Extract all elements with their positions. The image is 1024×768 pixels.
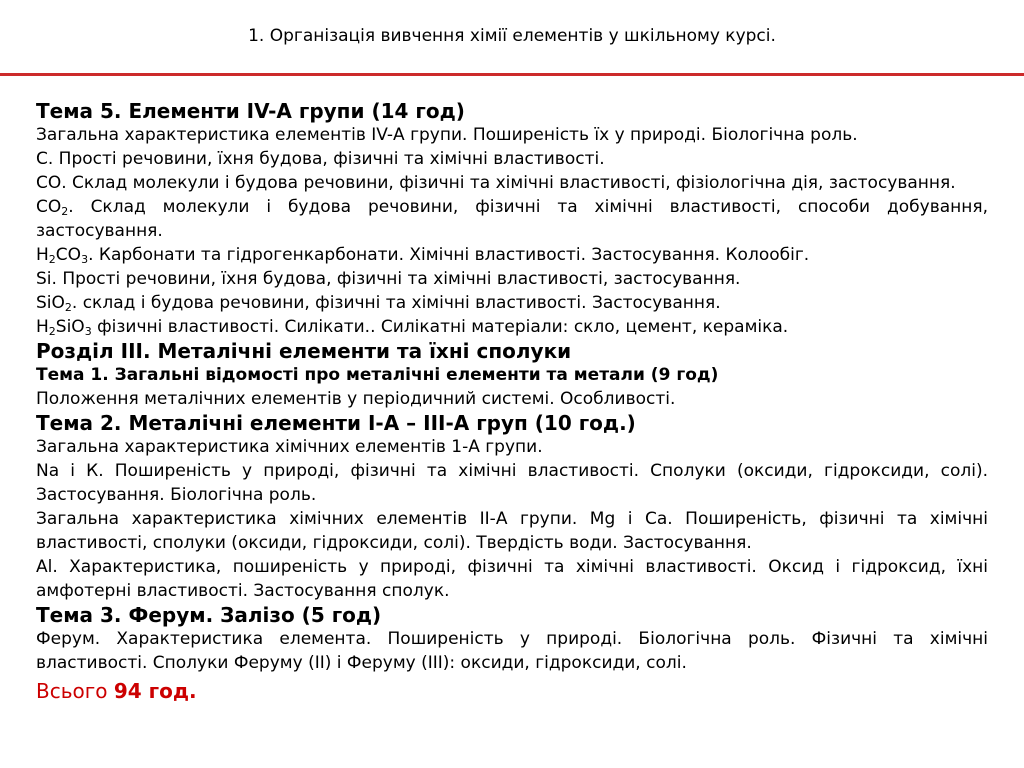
topic2-na-k: Na і К. Поширеність у природі, фізичні та хімічні властивості. Сполуки (оксиди, гідроксиди, солі). Застосування. Біологічна роль. bbox=[36, 461, 988, 505]
topic5-co: СО. Склад молекули і будова речовини, фізичні та хімічні властивості, фізіологічна дія, застосування. bbox=[36, 173, 956, 193]
topic5-h2co3 bbox=[36, 243, 988, 267]
topic5-sio2 bbox=[36, 291, 988, 315]
title-divider bbox=[0, 73, 1024, 76]
co2-subscript: 2 bbox=[61, 205, 69, 218]
h2sio3-text: фізичні властивості. Силікати.. Силікатні матеріали: скло, цемент, кераміка. bbox=[91, 317, 789, 337]
h2sio3-subscript2: 3 bbox=[84, 325, 92, 338]
h2co3-formula-part2: СО bbox=[55, 245, 82, 265]
topic5-carbon: С. Прості речовини, їхня будова, фізичні та хімічні властивості. bbox=[36, 149, 605, 169]
topic2-heading: Тема 2. Металічні елементи І-А – ІІІ-А груп (10 год.) bbox=[36, 411, 636, 435]
total-hours bbox=[36, 679, 988, 703]
topic2-group2: Загальна характеристика хімічних елементів ІІ-А групи. Mg і Са. Поширеність, фізичні та хімічні властивості, сполуки (оксиди, гідроксиди, солі). Твердість води. Застосування. bbox=[36, 509, 988, 553]
h2co3-subscript2: 3 bbox=[81, 253, 89, 266]
topic1-heading: Тема 1. Загальні відомості про металічні елементи та метали (9 год) bbox=[36, 365, 719, 385]
h2sio3-formula-part2: SiO bbox=[55, 317, 85, 337]
sio2-formula: SiO bbox=[36, 293, 65, 313]
total-label: Всього bbox=[36, 679, 114, 703]
h2sio3-formula-part1: H bbox=[36, 317, 49, 337]
topic5-heading: Тема 5. Елементи IV-А групи (14 год) bbox=[36, 99, 465, 123]
co2-text: . Склад молекули і будова речовини, фізичні та хімічні властивості, способи добування, застосування. bbox=[36, 197, 988, 241]
topic1-text: Положення металічних елементів у періодичний системі. Особливості. bbox=[36, 389, 676, 409]
section3-heading: Розділ ІІІ. Металічні елементи та їхні сполуки bbox=[36, 339, 572, 363]
sio2-text: . склад і будова речовини, фізичні та хімічні властивості. Застосування. bbox=[71, 293, 721, 313]
topic5-si: Sі. Прості речовини, їхня будова, фізичні та хімічні властивості, застосування. bbox=[36, 269, 741, 289]
slide-content bbox=[36, 99, 988, 703]
topic3-heading: Тема 3. Ферум. Залізо (5 год) bbox=[36, 603, 382, 627]
h2co3-text: . Карбонати та гідрогенкарбонати. Хімічні властивості. Застосування. Колообіг. bbox=[88, 245, 810, 265]
topic5-h2sio3 bbox=[36, 315, 988, 339]
topic2-general: Загальна характеристика хімічних елементів 1-А групи. bbox=[36, 437, 543, 457]
h2sio3-subscript1: 2 bbox=[48, 325, 56, 338]
h2co3-subscript1: 2 bbox=[48, 253, 56, 266]
topic5-general: Загальна характеристика елементів IV-А групи. Поширеність їх у природі. Біологічна роль. bbox=[36, 125, 858, 145]
topic2-al: Аl. Характеристика, поширеність у природі, фізичні та хімічні властивості. Оксид і гідроксид, їхні амфотерні властивості. Застосування сполук. bbox=[36, 557, 988, 601]
slide-title: 1. Організація вивчення хімії елементів у шкільному курсі. bbox=[248, 26, 776, 46]
co2-formula: СО bbox=[36, 197, 62, 217]
topic5-co2 bbox=[36, 195, 988, 243]
topic3-text: Ферум. Характеристика елемента. Поширеність у природі. Біологічна роль. Фізичні та хімічні властивості. Сполуки Феруму (ІІ) і Феруму (ІІІ): оксиди, гідроксиди, солі. bbox=[36, 629, 988, 673]
total-value: 94 год. bbox=[113, 679, 197, 703]
sio2-subscript: 2 bbox=[64, 301, 72, 314]
h2co3-formula-part1: Н bbox=[36, 245, 49, 265]
